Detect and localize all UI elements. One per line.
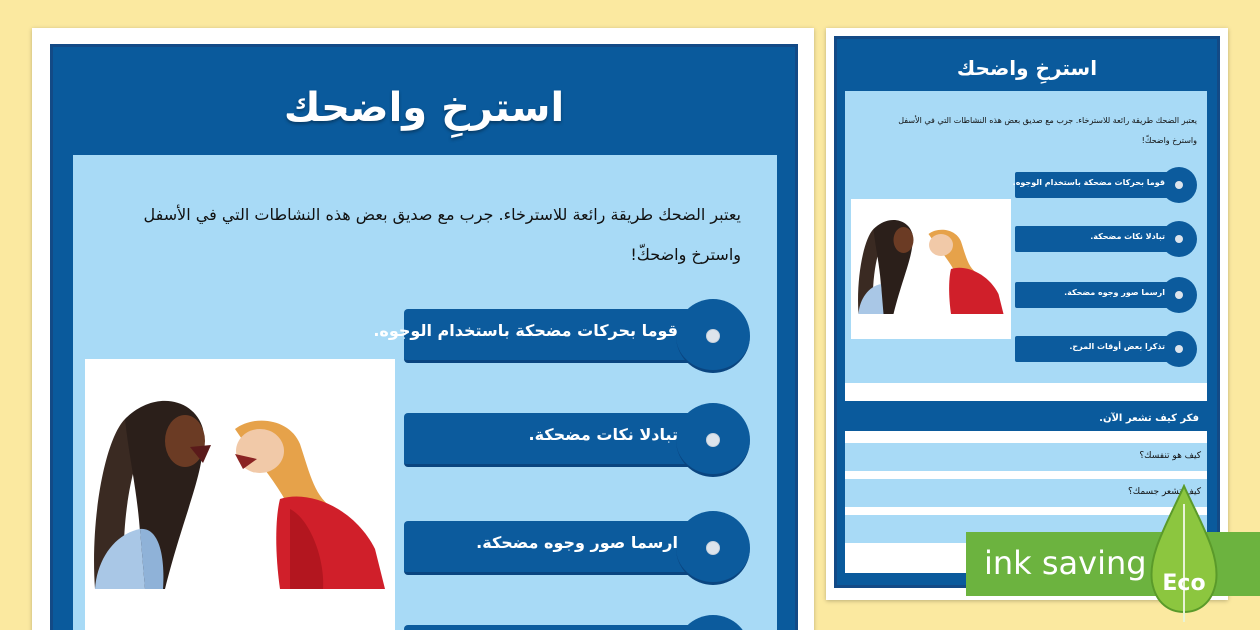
question-label: كيف تشعر جسمك؟ <box>1127 487 1201 497</box>
activity-item <box>1015 277 1197 313</box>
activity-item <box>1015 331 1197 367</box>
activity-label: تبادلا نكات مضحكة. <box>1090 232 1165 241</box>
content-panel <box>845 91 1207 401</box>
activity-label: قوما بحركات مضحكة باستخدام الوجوه. <box>1012 178 1165 187</box>
activity-label: تبادلا نكات مضحكة. <box>528 425 678 444</box>
question-spacer <box>845 431 1207 443</box>
intro-text <box>857 111 1197 151</box>
intro-line-1: يعتبر الضحك طريقة رائعة للاسترخاء. جرب مع صديق بعض هذه النشاطات التي في الأسفل <box>143 205 741 224</box>
laughing-friends-illustration <box>85 359 395 630</box>
activity-label: ارسما صور وجوه مضحكة. <box>1064 288 1165 297</box>
activity-item <box>373 299 750 369</box>
eco-leaf-icon <box>1146 484 1222 624</box>
bullet-icon <box>706 433 720 447</box>
intro-line-1: يعتبر الضحك طريقة رائعة للاسترخاء. جرب مع صديق بعض هذه النشاطات التي في الأسفل <box>898 116 1197 125</box>
question-row <box>845 443 1207 471</box>
bullet-icon <box>1175 345 1183 353</box>
reflection-heading: فكر كيف تشعر الآن. <box>1099 413 1199 424</box>
intro-line-2: واسترخ واضحكّ! <box>1141 136 1197 145</box>
activity-circle <box>676 615 750 630</box>
activity-item <box>1012 167 1197 203</box>
intro-line-2: واسترخ واضحكّ! <box>630 245 741 264</box>
bullet-icon <box>1175 291 1183 299</box>
worksheet-frame <box>50 44 798 630</box>
bullet-icon <box>706 541 720 555</box>
page-title: استرخِ واضحك <box>956 56 1098 80</box>
ink-saving-label: ink saving <box>984 544 1147 582</box>
activity-item <box>404 615 750 630</box>
activity-label: قوما بحركات مضحكة باستخدام الوجوه. <box>373 321 678 340</box>
question-label: كيف هو تنفسك؟ <box>1139 451 1201 461</box>
activity-item <box>404 403 750 473</box>
intro-text <box>101 195 741 275</box>
activity-label: تذكرا بعض أوقات المرح. <box>1069 342 1165 351</box>
ink-saving-eco-badge <box>966 532 1260 596</box>
activity-label: ارسما صور وجوه مضحكة. <box>476 533 678 552</box>
bullet-icon <box>1175 181 1183 189</box>
page-title: استرخِ واضحك <box>283 85 565 131</box>
laughing-friends-illustration <box>851 199 1011 339</box>
laughing-friends-image <box>85 359 395 630</box>
activity-item <box>404 511 750 581</box>
bullet-icon <box>1175 235 1183 243</box>
panel-footer <box>845 383 1207 401</box>
question-spacer <box>845 471 1207 479</box>
content-panel <box>73 155 777 630</box>
activity-bar <box>404 625 722 630</box>
bullet-icon <box>706 329 720 343</box>
laughing-friends-image <box>851 199 1011 339</box>
activity-item <box>1015 221 1197 257</box>
eco-leaf-label: Eco <box>1162 571 1206 596</box>
large-worksheet-preview <box>32 28 814 630</box>
